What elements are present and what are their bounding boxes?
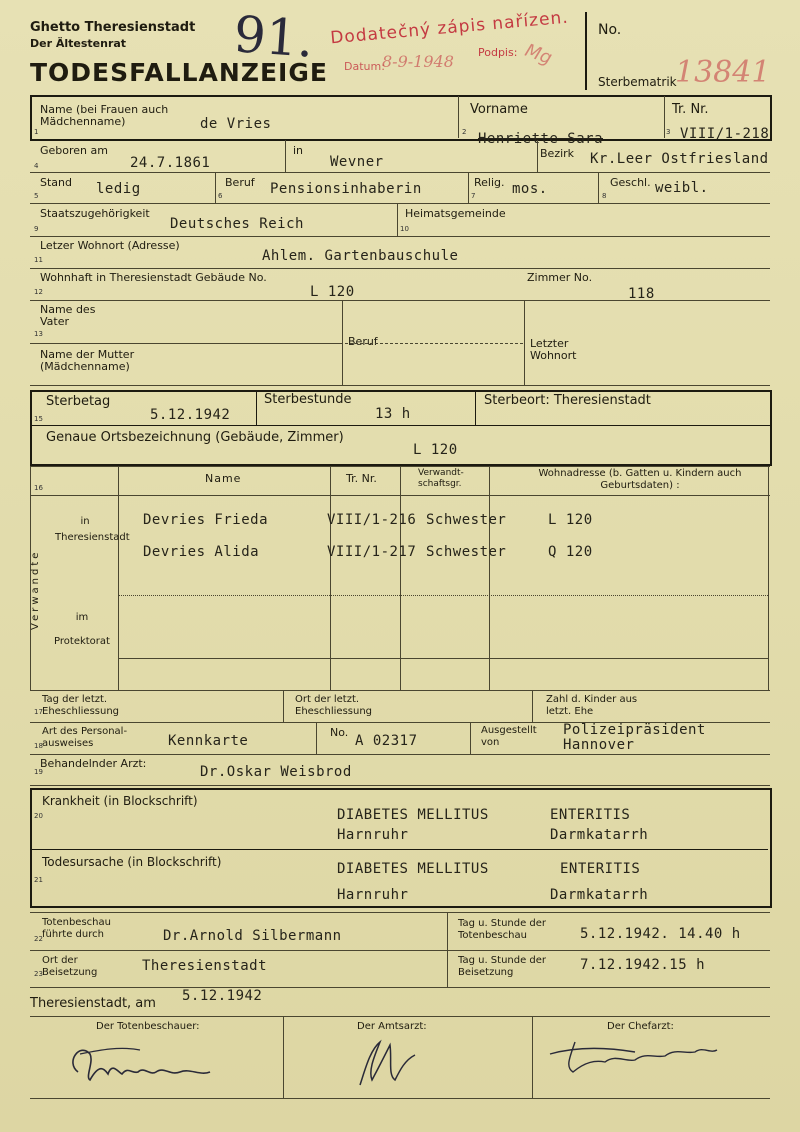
relig-label: Relig. <box>474 176 505 189</box>
sterbestunde-label: Sterbestunde <box>264 392 352 407</box>
form-title: TODESFALLANZEIGE <box>30 58 328 87</box>
handwritten-number: 91. <box>232 5 316 69</box>
ort-value: L 120 <box>413 442 458 458</box>
trnr-label: Tr. Nr. <box>672 102 709 117</box>
staat-label: Staatszugehörigkeit <box>40 207 150 220</box>
stand-value: ledig <box>96 181 141 197</box>
sterbematrik-label: Sterbematrik <box>598 75 677 89</box>
id-no-value: A 02317 <box>355 733 418 749</box>
relative-addr: Q 120 <box>548 544 593 560</box>
tag-totenbeschau-value: 5.12.1942. 14.40 h <box>580 926 741 942</box>
verwandte-label: Verwandte <box>30 549 41 630</box>
beruf-value: Pensionsinhaberin <box>270 181 422 197</box>
relative-verw: Schwester <box>426 512 507 528</box>
geschl-label: Geschl. <box>610 176 651 189</box>
marriage-ort-label: Ort der letzt. Eheschliessung <box>295 694 373 717</box>
ort-label: Genaue Ortsbezeichnung (Gebäude, Zimmer) <box>46 430 344 445</box>
relig-value: mos. <box>512 181 548 197</box>
ausgestellt-value-1: Polizeipräsident <box>563 722 706 738</box>
stamp-datum: Datum: <box>344 60 385 73</box>
wohnhaft-value: L 120 <box>310 284 355 300</box>
sterbetag-label: Sterbetag <box>46 394 111 409</box>
wohnort-value: Ahlem. Gartenbauschule <box>262 248 459 264</box>
org-subname: Der Ältestenrat <box>30 37 127 50</box>
ort-beisetzung-label: Ort der Beisetzung <box>42 955 98 978</box>
stamp-initials-icon: Mg <box>522 40 555 69</box>
name-value: de Vries <box>200 116 272 132</box>
ort-beisetzung-value: Theresienstadt <box>142 958 268 974</box>
sig3-label: Der Chefarzt: <box>607 1021 674 1032</box>
wohnhaft-label: Wohnhaft in Theresienstadt Gebäude No. <box>40 271 267 284</box>
doctor-label: Behandelnder Arzt: <box>40 757 147 770</box>
signature-amtsarzt-icon <box>340 1030 430 1096</box>
name-label: Name (bei Frauen auch Mädchenname) <box>40 103 169 128</box>
trnr-value: VIII/1-218 <box>680 126 770 142</box>
vorname-label: Vorname <box>470 102 528 117</box>
in-label: in <box>293 144 304 157</box>
stamp-line: Dodatečný zápis nařízen. <box>329 7 570 49</box>
im-protektorat-label: im Protektorat <box>54 612 110 647</box>
vorname-value: Henriette Sara <box>478 131 604 147</box>
vater-label: Name des Vater <box>40 303 96 328</box>
tag-totenbeschau-label: Tag u. Stunde der Totenbeschau <box>458 918 547 941</box>
relative-addr: L 120 <box>548 512 593 528</box>
death-notice-form: Ghetto Theresienstadt Der Ältestenrat TODESFALLANZEIGE 91. Dodatečný zápis nařízen. Podpis: Datum: 8-9-1948 Mg No. Sterbematrik 13841 Name (bei Frauen auch Mädchenname) 1 de Vries Vorname 2 Henriette Sara Tr. Nr. 3 VIII/1-218 Geboren am 4 24.7.1861 in Wevner Bezirk Kr.Leer Ostfriesland Stand 5 ledig Beruf 6 Pensionsinhaberin Relig. 7 mos. Geschl. 8 weibl. Staatszugehörigkeit 9 Deutsches Reich Heimatsgemeinde 10 Letzer Wohnort (Adresse) 11 Ahlem. Gartenbauschule Wohnhaft in Theresienstadt Gebäude No. 12 L 120 Zimmer No. 118 Name des Vater 13 Beruf Letzter Wohnort Name der Mutter (Mädchenname) Sterbetag 15 5.12.1942 Sterbestunde 13 h Sterbeort: Theresienstadt Genaue Ortsbezeichnung (Gebäude, Zimmer) L 120 16 Name Tr. Nr. Verwandt-schaftsgr. Wohnadresse (b. Gatten u. Kindern auch Geburtsdaten) : Verwandte in Theresienstadt im Protektorat Devries Frieda VIII/1-216 Schwester L 120 Devries Alida VIII/1-217 Schwester Q 120 Tag der letzt. Eheschliessung 17 Ort der letzt. Eheschliessung Zahl d. Kinder aus letzt. Ehe Art des Personal-ausweises 18 Kennkarte No. A 02317 Ausgestellt von Polizeipräsident Hannover Behandelnder Arzt: 19 Dr.Oskar Weisbrod Krankheit (in Blockschrift) 20 DIABETES MELLITUS ENTERITIS Harnruhr Darmkatarrh Todesursache (in Blockschrift) 21 DIABETES MELLITUS ENTERITIS Harnruhr Darmkatarrh Totenbeschau führte durch 22 Dr.Arnold Silbermann Tag u. Stunde der Totenbeschau 5.12.1942. 14.40 h Ort der Beisetzung 23 Theresienstadt Tag u. Stunde der Beisetzung 7.12.1942.15 h Theresienstadt, am 5.12.1942 Der Totenbeschauer: Der Amtsarzt: Der Chefarzt: <box>0 0 800 1132</box>
krankheit-2b: Darmkatarrh <box>550 827 649 843</box>
signature-chefarzt-icon <box>545 1032 725 1082</box>
mutter-label: Name der Mutter (Mädchenname) <box>40 348 135 373</box>
todes-label: Todesursache (in Blockschrift) <box>42 855 222 869</box>
col-trnr: Tr. Nr. <box>346 472 377 485</box>
id-art-value: Kennkarte <box>168 733 249 749</box>
ausgestellt-label: Ausgestellt von <box>481 725 537 748</box>
org-name: Ghetto Theresienstadt <box>30 20 196 35</box>
geboren-label: Geboren am <box>40 144 108 157</box>
sig1-label: Der Totenbeschauer: <box>96 1021 200 1032</box>
geschl-value: weibl. <box>655 180 709 196</box>
krankheit-2a: Harnruhr <box>337 827 409 843</box>
death-box <box>30 390 772 466</box>
staat-value: Deutsches Reich <box>170 216 304 232</box>
sterbestunde-value: 13 h <box>375 406 411 422</box>
geboren-value: 24.7.1861 <box>130 155 211 171</box>
stand-label: Stand <box>40 176 72 189</box>
krankheit-label: Krankheit (in Blockschrift) <box>42 794 198 808</box>
letzter-wohnort-label: Letzter Wohnort <box>530 337 577 362</box>
relative-verw: Schwester <box>426 544 507 560</box>
relative-name: Devries Frieda <box>143 512 269 528</box>
relative-name: Devries Alida <box>143 544 260 560</box>
krankheit-1b: ENTERITIS <box>550 807 631 823</box>
heimat-label: Heimatsgemeinde <box>405 207 506 220</box>
marriage-kinder-label: Zahl d. Kinder aus letzt. Ehe <box>546 694 638 717</box>
header-divider <box>585 12 587 90</box>
sterbematrik-value: 13841 <box>675 55 771 90</box>
in-there-label: in Theresienstadt <box>55 516 130 543</box>
tag-beisetzung-label: Tag u. Stunde der Beisetzung <box>458 955 547 978</box>
sterbetag-value: 5.12.1942 <box>150 407 231 423</box>
col-addr: Wohnadresse (b. Gatten u. Kindern auch Geburtsdaten) : <box>538 468 742 491</box>
stamp-date: 8-9-1948 <box>382 52 454 71</box>
bezirk-value: Kr.Leer Ostfriesland <box>590 151 769 167</box>
beruf-label: Beruf <box>225 176 255 189</box>
krankheit-1a: DIABETES MELLITUS <box>337 807 489 823</box>
ausgestellt-value-2: Hannover <box>563 737 635 753</box>
todes-1a: DIABETES MELLITUS <box>337 861 489 877</box>
sterbeort-label: Sterbeort: Theresienstadt <box>484 393 651 408</box>
todes-2a: Harnruhr <box>337 887 409 903</box>
relative-trnr: VIII/1-216 <box>327 512 417 528</box>
id-no-label: No. <box>330 726 349 739</box>
footer-date: 5.12.1942 <box>182 988 263 1004</box>
zimmer-value: 118 <box>628 286 655 302</box>
zimmer-label: Zimmer No. <box>527 271 593 284</box>
todes-1b: ENTERITIS <box>560 861 641 877</box>
relative-trnr: VIII/1-217 <box>327 544 417 560</box>
tag-beisetzung-value: 7.12.1942.15 h <box>580 957 706 973</box>
beruf2-label: Beruf <box>348 335 378 348</box>
place-label: Theresienstadt, am <box>30 996 156 1011</box>
totenbeschau-value: Dr.Arnold Silbermann <box>163 928 342 944</box>
doctor-value: Dr.Oskar Weisbrod <box>200 764 352 780</box>
col-name: Name <box>205 472 242 485</box>
marriage-tag-label: Tag der letzt. Eheschliessung <box>42 694 120 717</box>
in-value: Wevner <box>330 154 384 170</box>
no-label: No. <box>598 22 622 38</box>
bezirk-label: Bezirk <box>540 147 575 160</box>
col-verw: Verwandt-schaftsgr. <box>418 468 464 489</box>
stamp-podpis: Podpis: <box>478 46 518 59</box>
totenbeschau-label: Totenbeschau führte durch <box>42 917 111 940</box>
todes-2b: Darmkatarrh <box>550 887 649 903</box>
wohnort-label: Letzer Wohnort (Adresse) <box>40 239 180 252</box>
id-art-label: Art des Personal-ausweises <box>42 726 128 749</box>
sig2-label: Der Amtsarzt: <box>357 1021 427 1032</box>
signature-totenbeschauer-icon <box>60 1032 230 1092</box>
